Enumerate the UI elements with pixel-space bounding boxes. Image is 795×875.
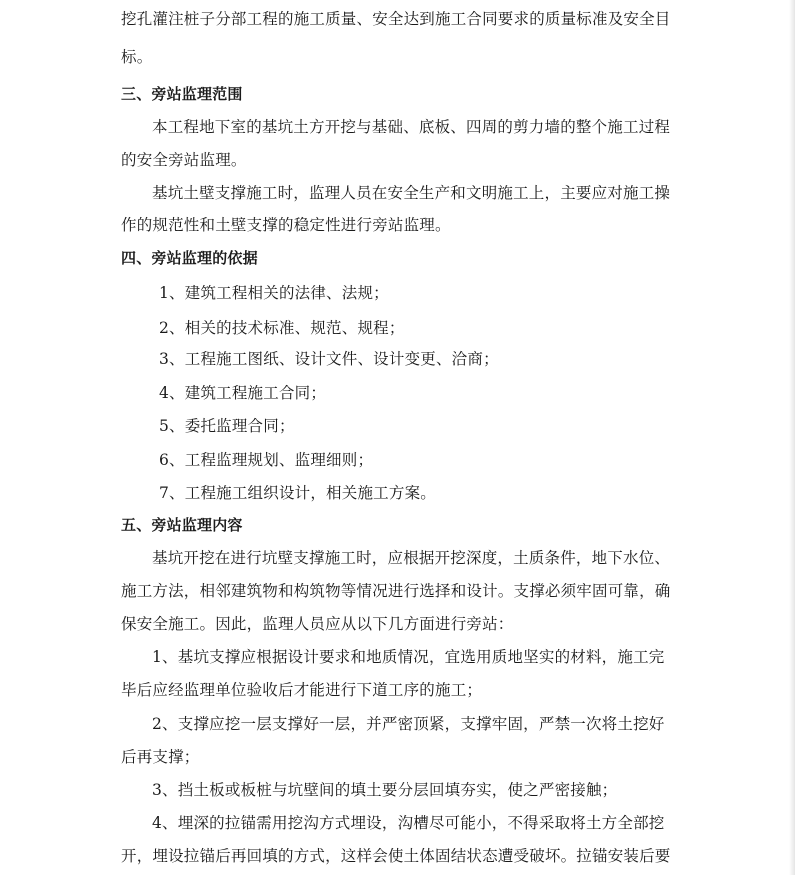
paragraph-line: 毕后应经监理单位验收后才能进行下道工序的施工； xyxy=(121,681,483,699)
paragraph-line: 后再支撑； xyxy=(121,748,200,766)
list-item: 5、委托监理合同； xyxy=(159,417,295,435)
list-item: 7、工程施工组织设计，相关施工方案。 xyxy=(159,484,436,502)
paragraph-line: 施工方法，相邻建筑物和构筑物等情况进行选择和设计。支撑必须牢固可靠，确 xyxy=(121,582,671,600)
paragraph-line: 基坑开挖在进行坑壁支撑施工时，应根据开挖深度，土质条件，地下水位、 xyxy=(152,549,671,567)
paragraph-line: 保安全施工。因此，监理人员应从以下几方面进行旁站： xyxy=(121,615,514,633)
list-item: 4、建筑工程施工合同； xyxy=(159,384,327,402)
section-heading: 三、旁站监理范围 xyxy=(121,85,243,103)
list-item: 1、建筑工程相关的法律、法规； xyxy=(159,284,389,302)
paragraph-line: 4、埋深的拉锚需用挖沟方式埋设，沟槽尽可能小，不得采取将土方全部挖 xyxy=(152,814,665,832)
paragraph-line: 作的规范性和土壁支撑的稳定性进行旁站监理。 xyxy=(121,216,451,234)
intro-line: 标。 xyxy=(121,48,153,66)
section-heading: 四、旁站监理的依据 xyxy=(121,249,258,267)
paragraph-line: 3、挡土板或板桩与坑壁间的填土要分层回填夯实，使之严密接触； xyxy=(152,781,618,799)
intro-line: 挖孔灌注桩子分部工程的施工质量、安全达到施工合同要求的质量标准及安全目 xyxy=(121,10,671,28)
section-heading: 五、旁站监理内容 xyxy=(121,516,243,534)
list-item: 6、工程监理规划、监理细则； xyxy=(159,451,374,469)
list-item: 3、工程施工图纸、设计文件、设计变更、洽商； xyxy=(159,350,499,368)
paragraph-line: 基坑土壁支撑施工时，监理人员在安全生产和文明施工上，主要应对施工操 xyxy=(152,184,671,202)
paragraph-line: 开，埋设拉锚后再回填的方式，这样会使土体固结状态遭受破坏。拉锚安装后要 xyxy=(121,847,671,865)
list-item: 2、相关的技术标准、规范、规程； xyxy=(159,319,405,337)
paragraph-line: 1、基坑支撑应根据设计要求和地质情况，宜选用质地坚实的材料，施工完 xyxy=(152,648,665,666)
paragraph-line: 本工程地下室的基坑土方开挖与基础、底板、四周的剪力墙的整个施工过程 xyxy=(152,118,671,136)
paragraph-line: 的安全旁站监理。 xyxy=(121,151,247,169)
paragraph-line: 2、支撑应挖一层支撑好一层，并严密顶紧，支撑牢固，严禁一次将土挖好 xyxy=(152,715,665,733)
page-edge-shadow xyxy=(789,0,795,875)
